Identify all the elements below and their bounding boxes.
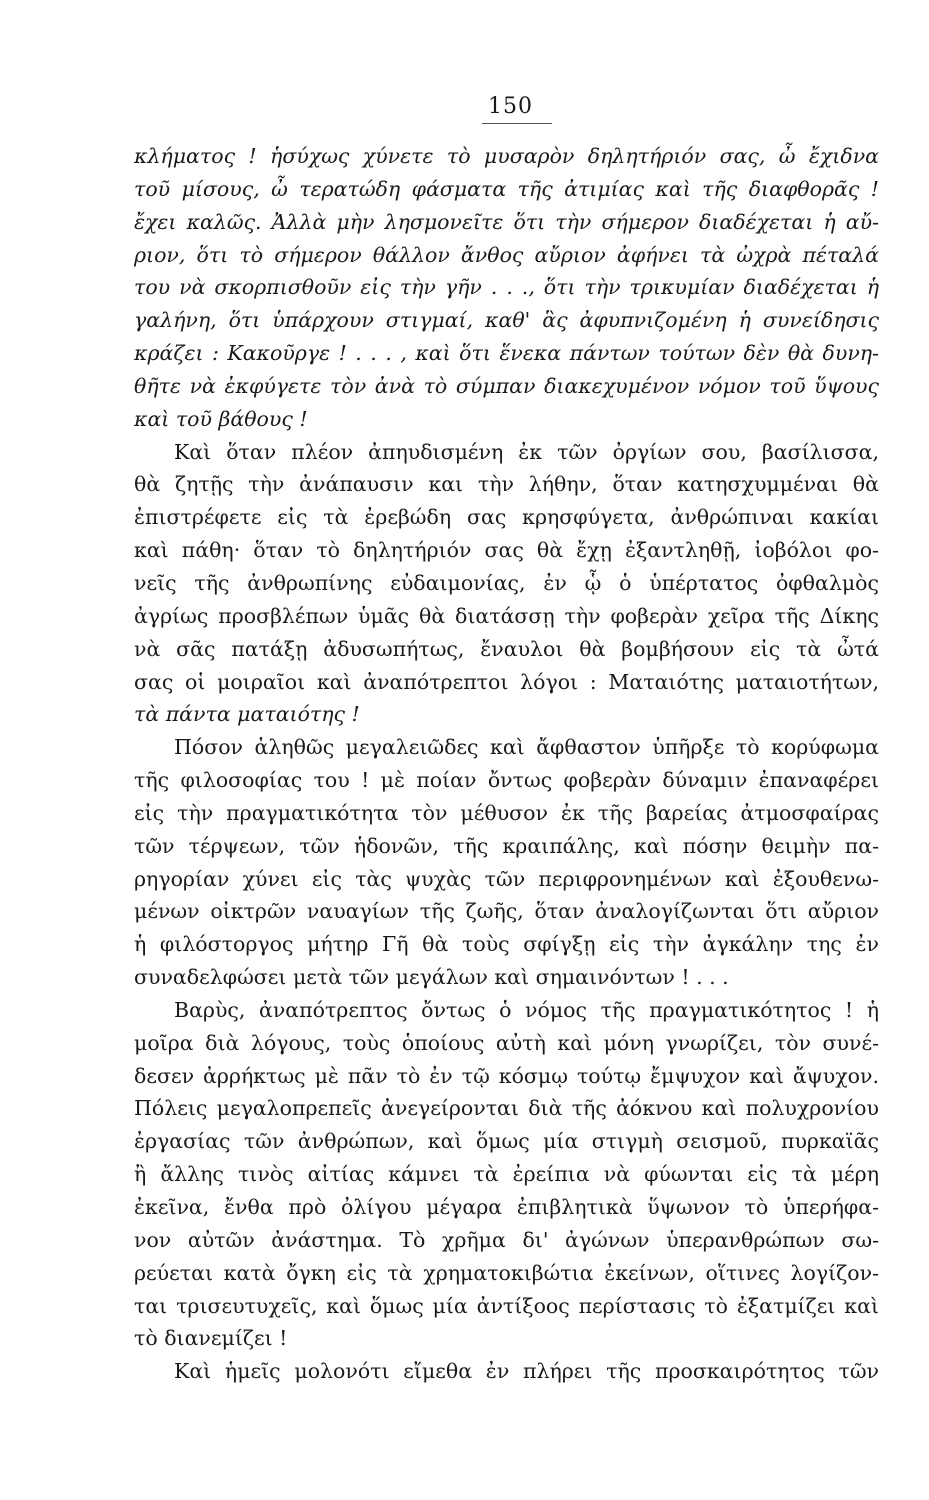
text-line: του νὰ σκορπισθοῦν εἰς τὴν γῆν . . ., ὅτι τὴν τρικυμίαν διαδέχεται ἡ (134, 275, 879, 300)
text-line: εἰς τὴν πραγματικότητα τὸν μέθυσον ἐκ τῆς βαρείας ἀτμοσφαίρας (134, 800, 879, 825)
page-number-rule (482, 123, 552, 124)
text-line: Πόσον ἀληθῶς μεγαλειῶδες καὶ ἄφθαστον ὑπῆρξε τὸ κορύφωμα (174, 735, 879, 760)
text-line: συναδελφώσει μετὰ τῶν μεγάλων καὶ σημαινόντων ! . . . (134, 965, 729, 990)
text-line: ἢ ἄλλης τινὸς αἰτίας κάμνει τὰ ἐρείπια νὰ φύωνται εἰς τὰ μέρη (134, 1162, 879, 1187)
text-line: ριον, ὅτι τὸ σήμερον θάλλον ἄνθος αὔριον ἀφήνει τὰ ὠχρὰ πέταλά (134, 242, 879, 267)
body-text (134, 140, 879, 1388)
text-line: θὰ ζητῇς τὴν ἀνάπαυσιν και τὴν λήθην, ὅταν κατησχυμμέναι θὰ (134, 472, 879, 497)
text-line: καὶ πάθη· ὅταν τὸ δηλητήριόν σας θὰ ἔχῃ ἐξαντληθῇ, ἰοβόλοι φο- (134, 538, 879, 563)
text-line: τῆς φιλοσοφίας του ! μὲ ποίαν ὄντως φοβερὰν δύναμιν ἐπαναφέρει (134, 768, 879, 793)
text-line: τοῦ μίσους, ὦ τερατώδη φάσματα τῆς ἀτιμίας καὶ τῆς διαφθορᾶς ! (134, 176, 879, 201)
text-line: Πόλεις μεγαλοπρεπεῖς ἀνεγείρονται διὰ τῆς ἀόκνου καὶ πολυχρονίου (134, 1096, 879, 1121)
text-line: γαλήνη, ὅτι ὑπάρχουν στιγμαί, καθ' ἃς ἀφυπνιζομένη ἡ συνείδησις (134, 308, 879, 333)
text-line: ρεύεται κατὰ ὄγκη εἰς τὰ χρηματοκιβώτια ἐκείνων, οἵτινες λογίζον- (134, 1260, 879, 1285)
text-line: κλήματος ! ἡσύχως χύνετε τὸ μυσαρὸν δηλητήριόν σας, ὦ ἔχιδνα (134, 144, 879, 168)
text-line: τῶν τέρψεων, τῶν ἡδονῶν, τῆς κραιπάλης, καὶ πόσην θειμὴν πα- (134, 833, 879, 858)
text-line: ἔχει καλῶς. Ἀλλὰ μὴν λησμονεῖτε ὅτι τὴν σήμερον διαδέχεται ἡ αὔ- (134, 209, 879, 234)
text-line: ἀγρίως προσβλέπων ὑμᾶς θὰ διατάσσῃ τὴν φοβερὰν χεῖρα τῆς Δίκης (134, 603, 879, 628)
text-line: Καὶ ὅταν πλέον ἀπηυδισμένη ἐκ τῶν ὀργίων σου, βασίλισσα, (174, 439, 879, 464)
text-line: καὶ τοῦ βάθους ! (134, 406, 308, 431)
text-line: ἐκεῖνα, ἔνθα πρὸ ὀλίγου μέγαρα ἐπιβλητικὰ ὕψωνον τὸ ὑπερήφα- (134, 1195, 879, 1219)
text-line: τὰ πάντα ματαιότης ! (134, 702, 360, 727)
text-line: νεῖς τῆς ἀνθρωπίνης εὐδαιμονίας, ἐν ᾧ ὁ ὑπέρτατος ὀφθαλμὸς (134, 570, 879, 595)
text-line: σας οἱ μοιραῖοι καὶ ἀναπότρεπτοι λόγοι : Ματαιότης ματαιοτήτων, (134, 669, 879, 694)
text-line: ρηγορίαν χύνει εἰς τὰς ψυχὰς τῶν περιφρονημένων καὶ ἐξουθενω- (134, 866, 879, 891)
text-line: Καὶ ἡμεῖς μολονότι εἴμεθα ἐν πλήρει τῆς προσκαιρότητος τῶν (174, 1359, 879, 1384)
text-line: θῆτε νὰ ἐκφύγετε τὸν ἀνὰ τὸ σύμπαν διακεχυμένον νόμον τοῦ ὕψους (134, 373, 879, 398)
text-line: τὸ διανεμίζει ! (134, 1326, 288, 1351)
text-line: δεσεν ἀρρήκτως μὲ πᾶν τὸ ἐν τῷ κόσμῳ τούτῳ ἔμψυχον καὶ ἄψυχον. (134, 1063, 879, 1088)
text-line: νὰ σᾶς πατάξῃ ἀδυσωπήτως, ἔναυλοι θὰ βομβήσουν εἰς τὰ ὦτά (134, 636, 879, 661)
text-line: ἡ φιλόστοργος μήτηρ Γῆ θὰ τοὺς σφίγξῃ εἰς τὴν ἀγκάλην της ἐν (134, 932, 879, 957)
text-line: μοῖρα διὰ λόγους, τοὺς ὁποίους αὐτὴ καὶ μόνη γνωρίζει, τὸν συνέ- (134, 1030, 879, 1055)
text-line: ται τρισευτυχεῖς, καὶ ὅμως μία ἀντίξοος περίστασις τὸ ἐξατμίζει καὶ (134, 1293, 879, 1318)
text-line: ἐργασίας τῶν ἀνθρώπων, καὶ ὅμως μία στιγμὴ σεισμοῦ, πυρκαϊᾶς (134, 1129, 879, 1154)
text-line: μένων οἰκτρῶν ναυαγίων τῆς ζωῆς, ὅταν ἀναλογίζωνται ὅτι αὔριον (134, 899, 879, 924)
text-line: κράζει : Κακοῦργε ! . . . , καὶ ὅτι ἕνεκα πάντων τούτων δὲν θὰ δυνη- (134, 341, 879, 366)
text-line: ἐπιστρέφετε εἰς τὰ ἐρεβώδη σας κρησφύγετα, ἀνθρώπιναι κακίαι (134, 505, 879, 530)
page-number: 150 (488, 94, 533, 119)
text-line: Βαρὺς, ἀναπότρεπτος ὄντως ὁ νόμος τῆς πραγματικότητος ! ἡ (174, 997, 879, 1022)
text-line: νον αὐτῶν ἀνάστημα. Τὸ χρῆμα δι' ἀγώνων ὑπερανθρώπων σω- (134, 1227, 879, 1252)
